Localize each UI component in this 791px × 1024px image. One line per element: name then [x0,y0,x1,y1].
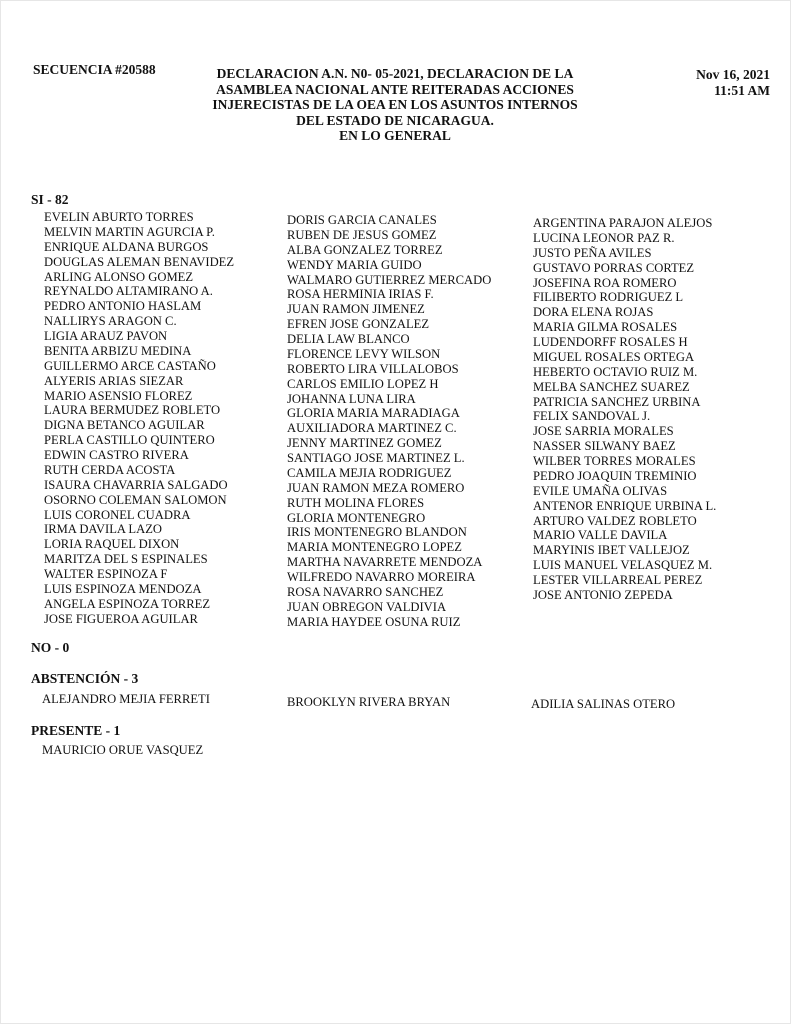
si-name: ARGENTINA PARAJON ALEJOS [533,216,713,230]
si-name: LUIS ESPINOZA MENDOZA [44,581,202,596]
si-name: MARIO VALLE DAVILA [533,528,668,543]
title-line: ASAMBLEA NACIONAL ANTE REITERADAS ACCIONES [216,81,574,97]
si-name: RUTH MOLINA FLORES [287,495,425,510]
si-name: ALYERIS ARIAS SIEZAR [44,373,184,388]
si-names-column-2 [287,213,491,630]
si-name: MARITZA DEL S ESPINALES [44,552,208,567]
si-name: WENDY MARIA GUIDO [287,257,422,272]
si-name: LUIS MANUEL VELASQUEZ M. [533,558,713,573]
si-name: NASSER SILWANY BAEZ [533,439,676,454]
si-name: JUSTO PEÑA AVILES [533,245,652,260]
si-name: CAMILA MEJIA RODRIGUEZ [287,465,452,480]
title-line: INJERECISTAS DE LA OEA EN LOS ASUNTOS INTERNOS [212,97,578,113]
si-name: EFREN JOSE GONZALEZ [287,317,430,332]
si-name: JUAN RAMON JIMENEZ [287,302,425,317]
si-name: CARLOS EMILIO LOPEZ H [287,376,439,391]
si-name: LUCINA LEONOR PAZ R. [533,230,675,245]
si-name: REYNALDO ALTAMIRANO A. [44,284,213,299]
abstencion-name: BROOKLYN RIVERA BRYAN [287,695,451,709]
si-name: RUBEN DE JESUS GOMEZ [287,227,437,242]
si-name: MARIO ASENSIO FLOREZ [44,388,193,403]
document-title [190,66,600,144]
si-heading: SI - 82 [31,192,69,207]
si-name: AUXILIADORA MARTINEZ C. [287,421,457,436]
si-name: JOSE SARRIA MORALES [533,424,674,439]
abstencion-name: ADILIA SALINAS OTERO [531,697,676,711]
si-name: ROSA HERMINIA IRIAS F. [287,287,434,302]
si-name: WALMARO GUTIERREZ MERCADO [287,272,492,287]
si-name: ARTURO VALDEZ ROBLETO [533,513,697,528]
si-name: FILIBERTO RODRIGUEZ L [533,290,684,305]
si-name: JOSE ANTONIO ZEPEDA [533,587,673,602]
si-name: LUIS CORONEL CUADRA [44,507,191,522]
si-name: MIGUEL ROSALES ORTEGA [533,349,695,364]
si-name: PEDRO JOAQUIN TREMINIO [533,468,697,483]
si-name: MARIA HAYDEE OSUNA RUIZ [287,614,461,629]
si-name: ISAURA CHAVARRIA SALGADO [44,477,228,492]
si-name: IRMA DAVILA LAZO [44,522,163,537]
abstencion-heading: ABSTENCIÓN - 3 [31,671,139,686]
si-name: LIGIA ARAUZ PAVON [44,329,168,343]
si-name: WALTER ESPINOZA F [44,567,168,581]
vote-time: 11:51 AM [714,82,770,98]
si-name: DORIS GARCIA CANALES [287,213,437,227]
si-name: JENNY MARTINEZ GOMEZ [287,436,442,451]
si-name: MARIA MONTENEGRO LOPEZ [287,540,462,555]
si-name: JOSE FIGUEROA AGUILAR [44,611,198,626]
si-name: GLORIA MONTENEGRO [287,510,426,525]
si-name: ANTENOR ENRIQUE URBINA L. [533,498,717,513]
si-name: NALLIRYS ARAGON C. [44,314,177,329]
si-name: PERLA CASTILLO QUINTERO [44,433,215,448]
si-name: MARIA GILMA ROSALES [533,320,678,335]
si-name: ANGELA ESPINOZA TORREZ [44,596,211,611]
title-line: DEL ESTADO DE NICARAGUA. [296,112,494,128]
si-name: ENRIQUE ALDANA BURGOS [44,239,209,254]
si-name: DELIA LAW BLANCO [287,332,410,346]
si-name: EDWIN CASTRO RIVERA [44,448,189,462]
sequence-number: SECUENCIA #20588 [33,62,156,77]
title-line: EN LO GENERAL [339,128,451,144]
si-name: LAURA BERMUDEZ ROBLETO [44,403,221,418]
si-name: JOSEFINA ROA ROMERO [533,275,677,290]
si-name: ALBA GONZALEZ TORREZ [287,242,443,257]
si-name: EVELIN ABURTO TORRES [44,210,194,224]
si-name: RUTH CERDA ACOSTA [44,462,176,477]
si-name: GLORIA MARIA MARADIAGA [287,406,460,421]
si-name: WILFREDO NAVARRO MOREIRA [287,570,476,584]
si-names-column-1 [44,210,234,627]
si-name: IRIS MONTENEGRO BLANDON [287,525,467,540]
si-name: FLORENCE LEVY WILSON [287,346,441,361]
presente-name: MAURICIO ORUE VASQUEZ [42,743,204,757]
si-name: BENITA ARBIZU MEDINA [44,343,192,358]
si-name: EVILE UMAÑA OLIVAS [533,483,668,498]
title-line: DECLARACION A.N. N0- 05-2021, DECLARACION DE LA [216,66,574,81]
presente-heading: PRESENTE - 1 [31,723,121,738]
si-name: ROBERTO LIRA VILLALOBOS [287,361,459,376]
si-name: ARLING ALONSO GOMEZ [44,269,194,284]
si-name: PATRICIA SANCHEZ URBINA [533,394,701,409]
si-names-column-3 [533,216,716,603]
si-name: DORA ELENA ROJAS [533,305,654,320]
si-name: DOUGLAS ALEMAN BENAVIDEZ [44,254,235,269]
si-name: DIGNA BETANCO AGUILAR [44,418,205,433]
si-name: LORIA RAQUEL DIXON [44,537,180,552]
si-name: GUILLERMO ARCE CASTAÑO [44,358,216,373]
no-heading: NO - 0 [31,640,70,655]
si-name: LUDENDORFF ROSALES H [533,335,688,349]
si-name: MARTHA NAVARRETE MENDOZA [287,555,483,570]
vote-datetime [664,67,770,98]
si-name: JUAN RAMON MEZA ROMERO [287,480,465,495]
si-name: PEDRO ANTONIO HASLAM [44,299,202,314]
si-name: SANTIAGO JOSE MARTINEZ L. [287,451,465,465]
si-name: MELBA SANCHEZ SUAREZ [533,379,690,394]
si-name: OSORNO COLEMAN SALOMON [44,492,227,507]
si-name: MARYINIS IBET VALLEJOZ [533,543,690,558]
si-name: HEBERTO OCTAVIO RUIZ M. [533,364,698,379]
abstencion-name: ALEJANDRO MEJIA FERRETI [42,692,210,706]
si-name: GUSTAVO PORRAS CORTEZ [533,260,695,275]
si-name: JOHANNA LUNA LIRA [287,391,416,406]
si-name: WILBER TORRES MORALES [533,454,696,468]
si-name: JUAN OBREGON VALDIVIA [287,599,447,614]
si-name: MELVIN MARTIN AGURCIA P. [44,224,215,239]
vote-date: Nov 16, 2021 [696,67,770,82]
si-name: FELIX SANDOVAL J. [533,409,651,424]
si-name: ROSA NAVARRO SANCHEZ [287,584,444,599]
si-name: LESTER VILLARREAL PEREZ [533,573,703,587]
